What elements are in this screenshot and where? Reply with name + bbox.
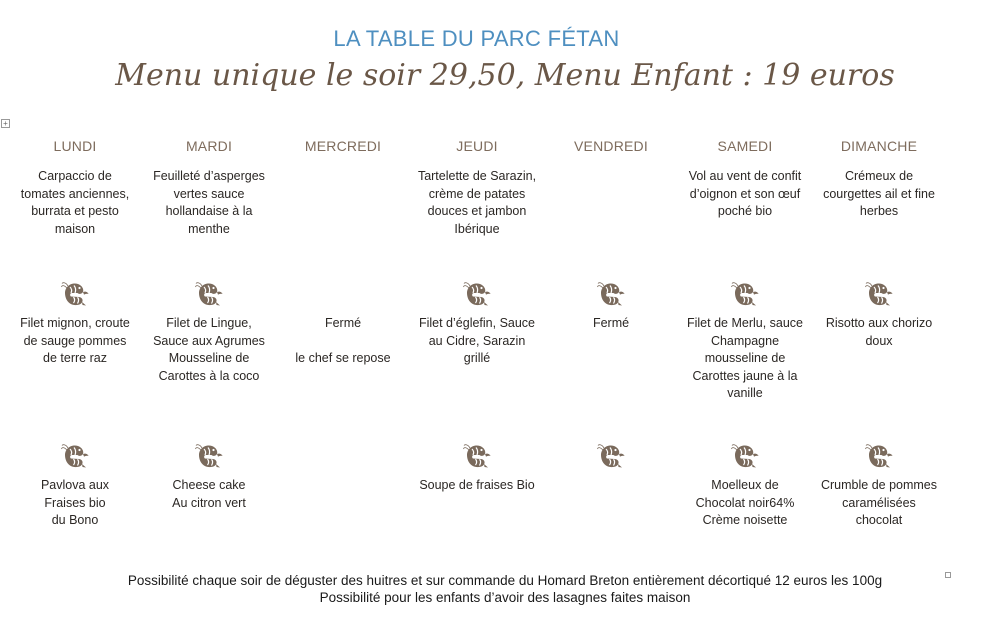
shrimp-icon <box>812 281 946 307</box>
main-course-cell: Filet d’églefin, Sauce au Cidre, Sarazin grillé <box>418 316 536 366</box>
table-move-handle-icon[interactable]: + <box>1 119 10 128</box>
day-heading: LUNDI <box>53 138 97 154</box>
day-column-mardi <box>142 130 276 560</box>
day-heading: SAMEDI <box>717 138 773 154</box>
day-column-dimanche <box>812 130 946 560</box>
dessert-cell: Pavlova aux Fraises bio du Bono <box>40 478 110 528</box>
shrimp-icon <box>678 443 812 469</box>
entree-cell: Feuilleté d’asperges vertes sauce hollandaise à la menthe <box>153 169 265 236</box>
main-course-cell: Fermé <box>592 316 630 330</box>
day-heading: MARDI <box>185 138 233 154</box>
shrimp-icon <box>8 443 142 469</box>
shrimp-icon <box>544 281 678 307</box>
menu-subtitle: Menu unique le soir 29,50, Menu Enfant : 19 euros <box>115 58 895 93</box>
main-course-cell: Risotto aux chorizo doux <box>825 316 933 348</box>
day-column-vendredi <box>544 130 678 560</box>
day-heading: VENDREDI <box>574 138 648 154</box>
shrimp-icon <box>410 281 544 307</box>
restaurant-title: LA TABLE DU PARC FÉTAN <box>333 26 620 51</box>
footer-oysters-note: Possibilité chaque soir de déguster des huitres et sur commande du Homard Breton entièrement décortiqué 12 euros les 100g <box>127 573 883 588</box>
entree-cell: Carpaccio de tomates anciennes, burrata et pesto maison <box>20 169 130 236</box>
shrimp-icon <box>678 281 812 307</box>
main-course-cell: Fermé le chef se repose <box>295 316 391 366</box>
entree-cell: Crémeux de courgettes ail et fine herbes <box>823 169 935 219</box>
shrimp-icon <box>142 281 276 307</box>
dessert-cell: Moelleux de Chocolat noir64% Crème noisette <box>695 478 795 528</box>
shrimp-icon <box>544 443 678 469</box>
footer-kids-note: Possibilité pour les enfants d’avoir des lasagnes faites maison <box>319 589 691 605</box>
entree-cell: Tartelette de Sarazin, crème de patates douces et jambon Ibérique <box>417 169 537 236</box>
shrimp-icon <box>812 443 946 469</box>
weekly-menu-table <box>8 130 948 560</box>
main-course-cell: Filet de Lingue, Sauce aux Agrumes Mousseline de Carottes à la coco <box>153 316 265 383</box>
day-column-mercredi <box>276 130 410 560</box>
shrimp-icon <box>8 281 142 307</box>
day-column-lundi <box>8 130 142 560</box>
main-course-cell: Filet mignon, croute de sauge pommes de terre raz <box>20 316 130 366</box>
day-heading: DIMANCHE <box>840 138 918 154</box>
shrimp-icon <box>142 443 276 469</box>
day-heading: JEUDI <box>456 138 498 154</box>
dessert-cell: Cheese cake Au citron vert <box>172 478 246 510</box>
entree-cell: Vol au vent de confit d’oignon et son œuf poché bio <box>688 169 802 219</box>
shrimp-icon <box>410 443 544 469</box>
day-column-samedi <box>678 130 812 560</box>
day-heading: MERCREDI <box>304 138 382 154</box>
day-column-jeudi <box>410 130 544 560</box>
menu-footer <box>0 573 1000 606</box>
dessert-cell: Crumble de pommes caramélisées chocolat <box>820 478 937 528</box>
main-course-cell: Filet de Merlu, sauce Champagne mousseline de Carottes jaune à la vanille <box>686 316 804 401</box>
dessert-cell: Soupe de fraises Bio <box>419 478 535 492</box>
